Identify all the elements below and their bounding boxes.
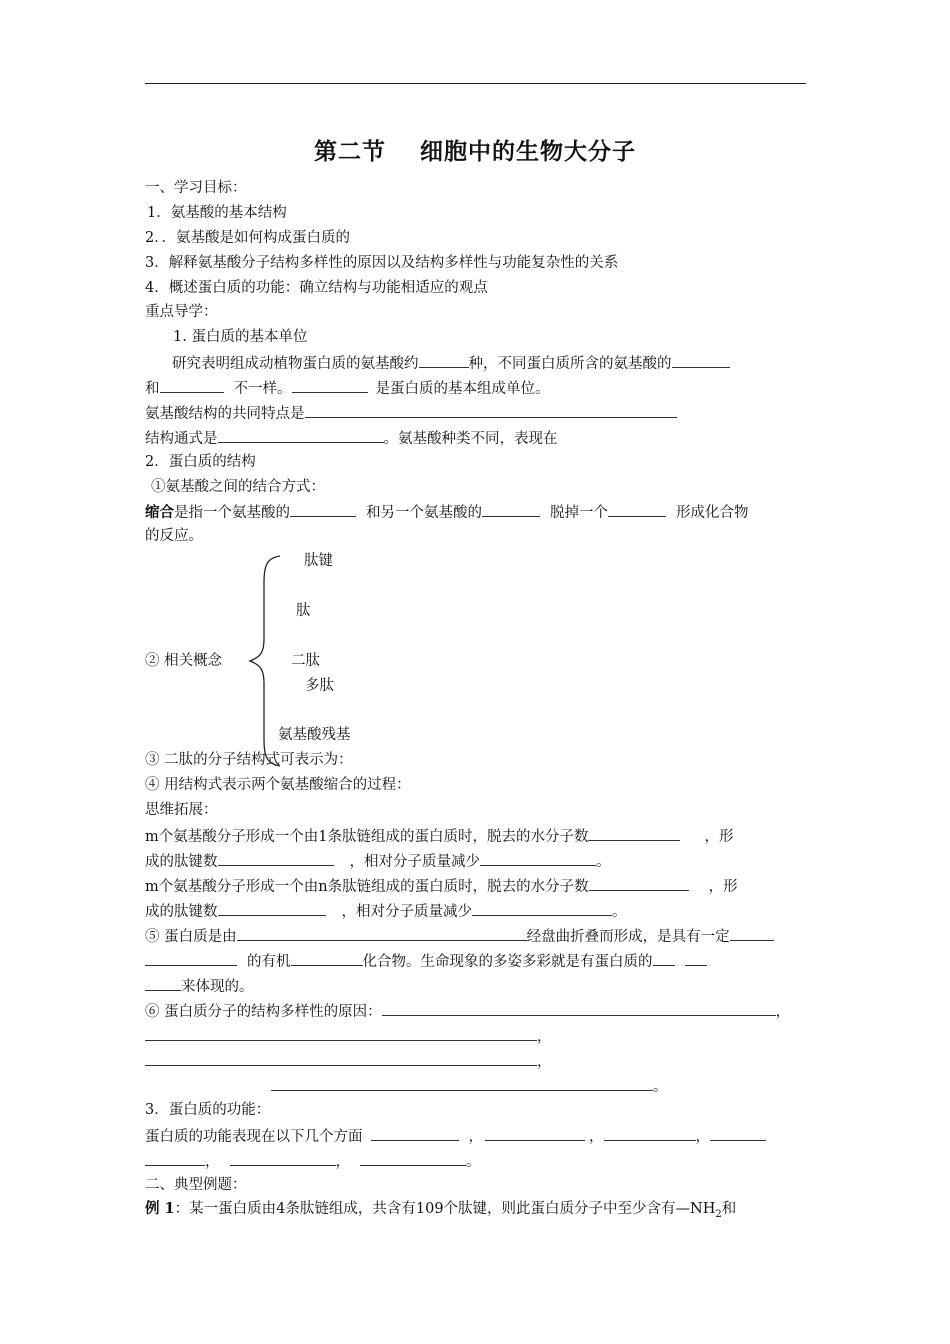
concept-polypeptide: 多肽 [305,678,334,694]
part2-item6-line4: 。 [271,1075,668,1097]
concept-peptide-bond: 肽键 [304,553,333,569]
formula-line: 结构通式是 。氨基酸种类不同，表现在 [145,427,558,449]
common-feature-line: 氨基酸结构的共同特点是 [145,402,677,424]
concept-peptide: 肽 [296,603,311,619]
part3-title: 3．蛋白质的功能： [145,1102,271,1118]
goal-3: 3．解释氨基酸分子结构多样性的原因以及结构多样性与功能复杂性的关系 [145,255,619,271]
part2-item6-line3: ， [145,1050,552,1072]
section1-heading: 一、学习目标： [145,180,247,196]
extension-2-line2: 成的肽键数 ，相对分子质量减少 。 [145,900,627,922]
header-rule [145,83,806,84]
page-title [0,133,950,166]
condensation-line: 缩合是指一个氨基酸的 和另一个氨基酸的 脱掉一个 形成化合物 [145,501,749,523]
concept-residue: 氨基酸残基 [278,727,351,743]
title-topic: 细胞中的生物大分子 [420,139,636,165]
part2-item3: ③ 二肽的分子结构式可表示为： [145,752,353,768]
goal-4: 4．概述蛋白质的功能：确立结构与功能相适应的观点 [145,280,488,296]
part2-item5-line1: ⑤ 蛋白质是由 经盘曲折叠而形成，是具有一定 [145,925,774,947]
focus-heading: 重点导学： [145,304,218,320]
part2-title: 2．蛋白质的结构 [145,454,256,470]
extension-2-line1: m个氨基酸分子形成一个由n条肽链组成的蛋白质时，脱去的水分子数 ，形 [145,875,738,897]
concepts-label: ② 相关概念 [145,653,223,669]
part1-line2: 和 不一样。 是蛋白质的基本组成单位。 [145,377,550,399]
concept-dipeptide: 二肽 [291,653,320,669]
function-line1: 蛋白质的功能表现在以下几个方面 ， ， ， [145,1125,766,1147]
function-line2: ， ， 。 [145,1150,481,1172]
part2-item5-line2: 的有机 化合物。生命现象的多姿多彩就是有蛋白质的 [145,950,707,972]
part2-item6-line1: ⑥ 蛋白质分子的结构多样性的原因： ， [145,1000,790,1022]
goal-1: 1．氨基酸的基本结构 [147,205,287,221]
part2-item5-line3: 来体现的。 [145,975,254,997]
part2-item1: ①氨基酸之间的结合方式： [151,479,325,495]
part1-title: 1. 蛋白质的基本单位 [173,329,308,345]
extension-1-line2: 成的肽键数 ，相对分子质量减少 。 [145,850,611,872]
section2-heading: 二、典型例题： [145,1177,247,1193]
goal-2: 2．．氨基酸是如何构成蛋白质的 [145,230,350,246]
example1-line: 例 1：某一蛋白质由4条肽链组成，共含有109个肽键，则此蛋白质分子中至少含有$—NH_2$和 [145,1200,737,1220]
title-section: 第二节 [314,139,386,165]
part2-item6-line2: ， [145,1025,552,1047]
extension-1-line1: m个氨基酸分子形成一个由1条肽链组成的蛋白质时，脱去的水分子数 ，形 [145,825,733,847]
part2-item4: ④ 用结构式表示两个氨基酸缩合的过程： [145,777,411,793]
part1-line1: 研究表明组成动植物蛋白质的氨基酸约 种，不同蛋白质所含的氨基酸的 [172,352,730,374]
condensation-line2: 的反应。 [145,528,203,544]
extension-heading: 思维拓展： [145,802,218,818]
